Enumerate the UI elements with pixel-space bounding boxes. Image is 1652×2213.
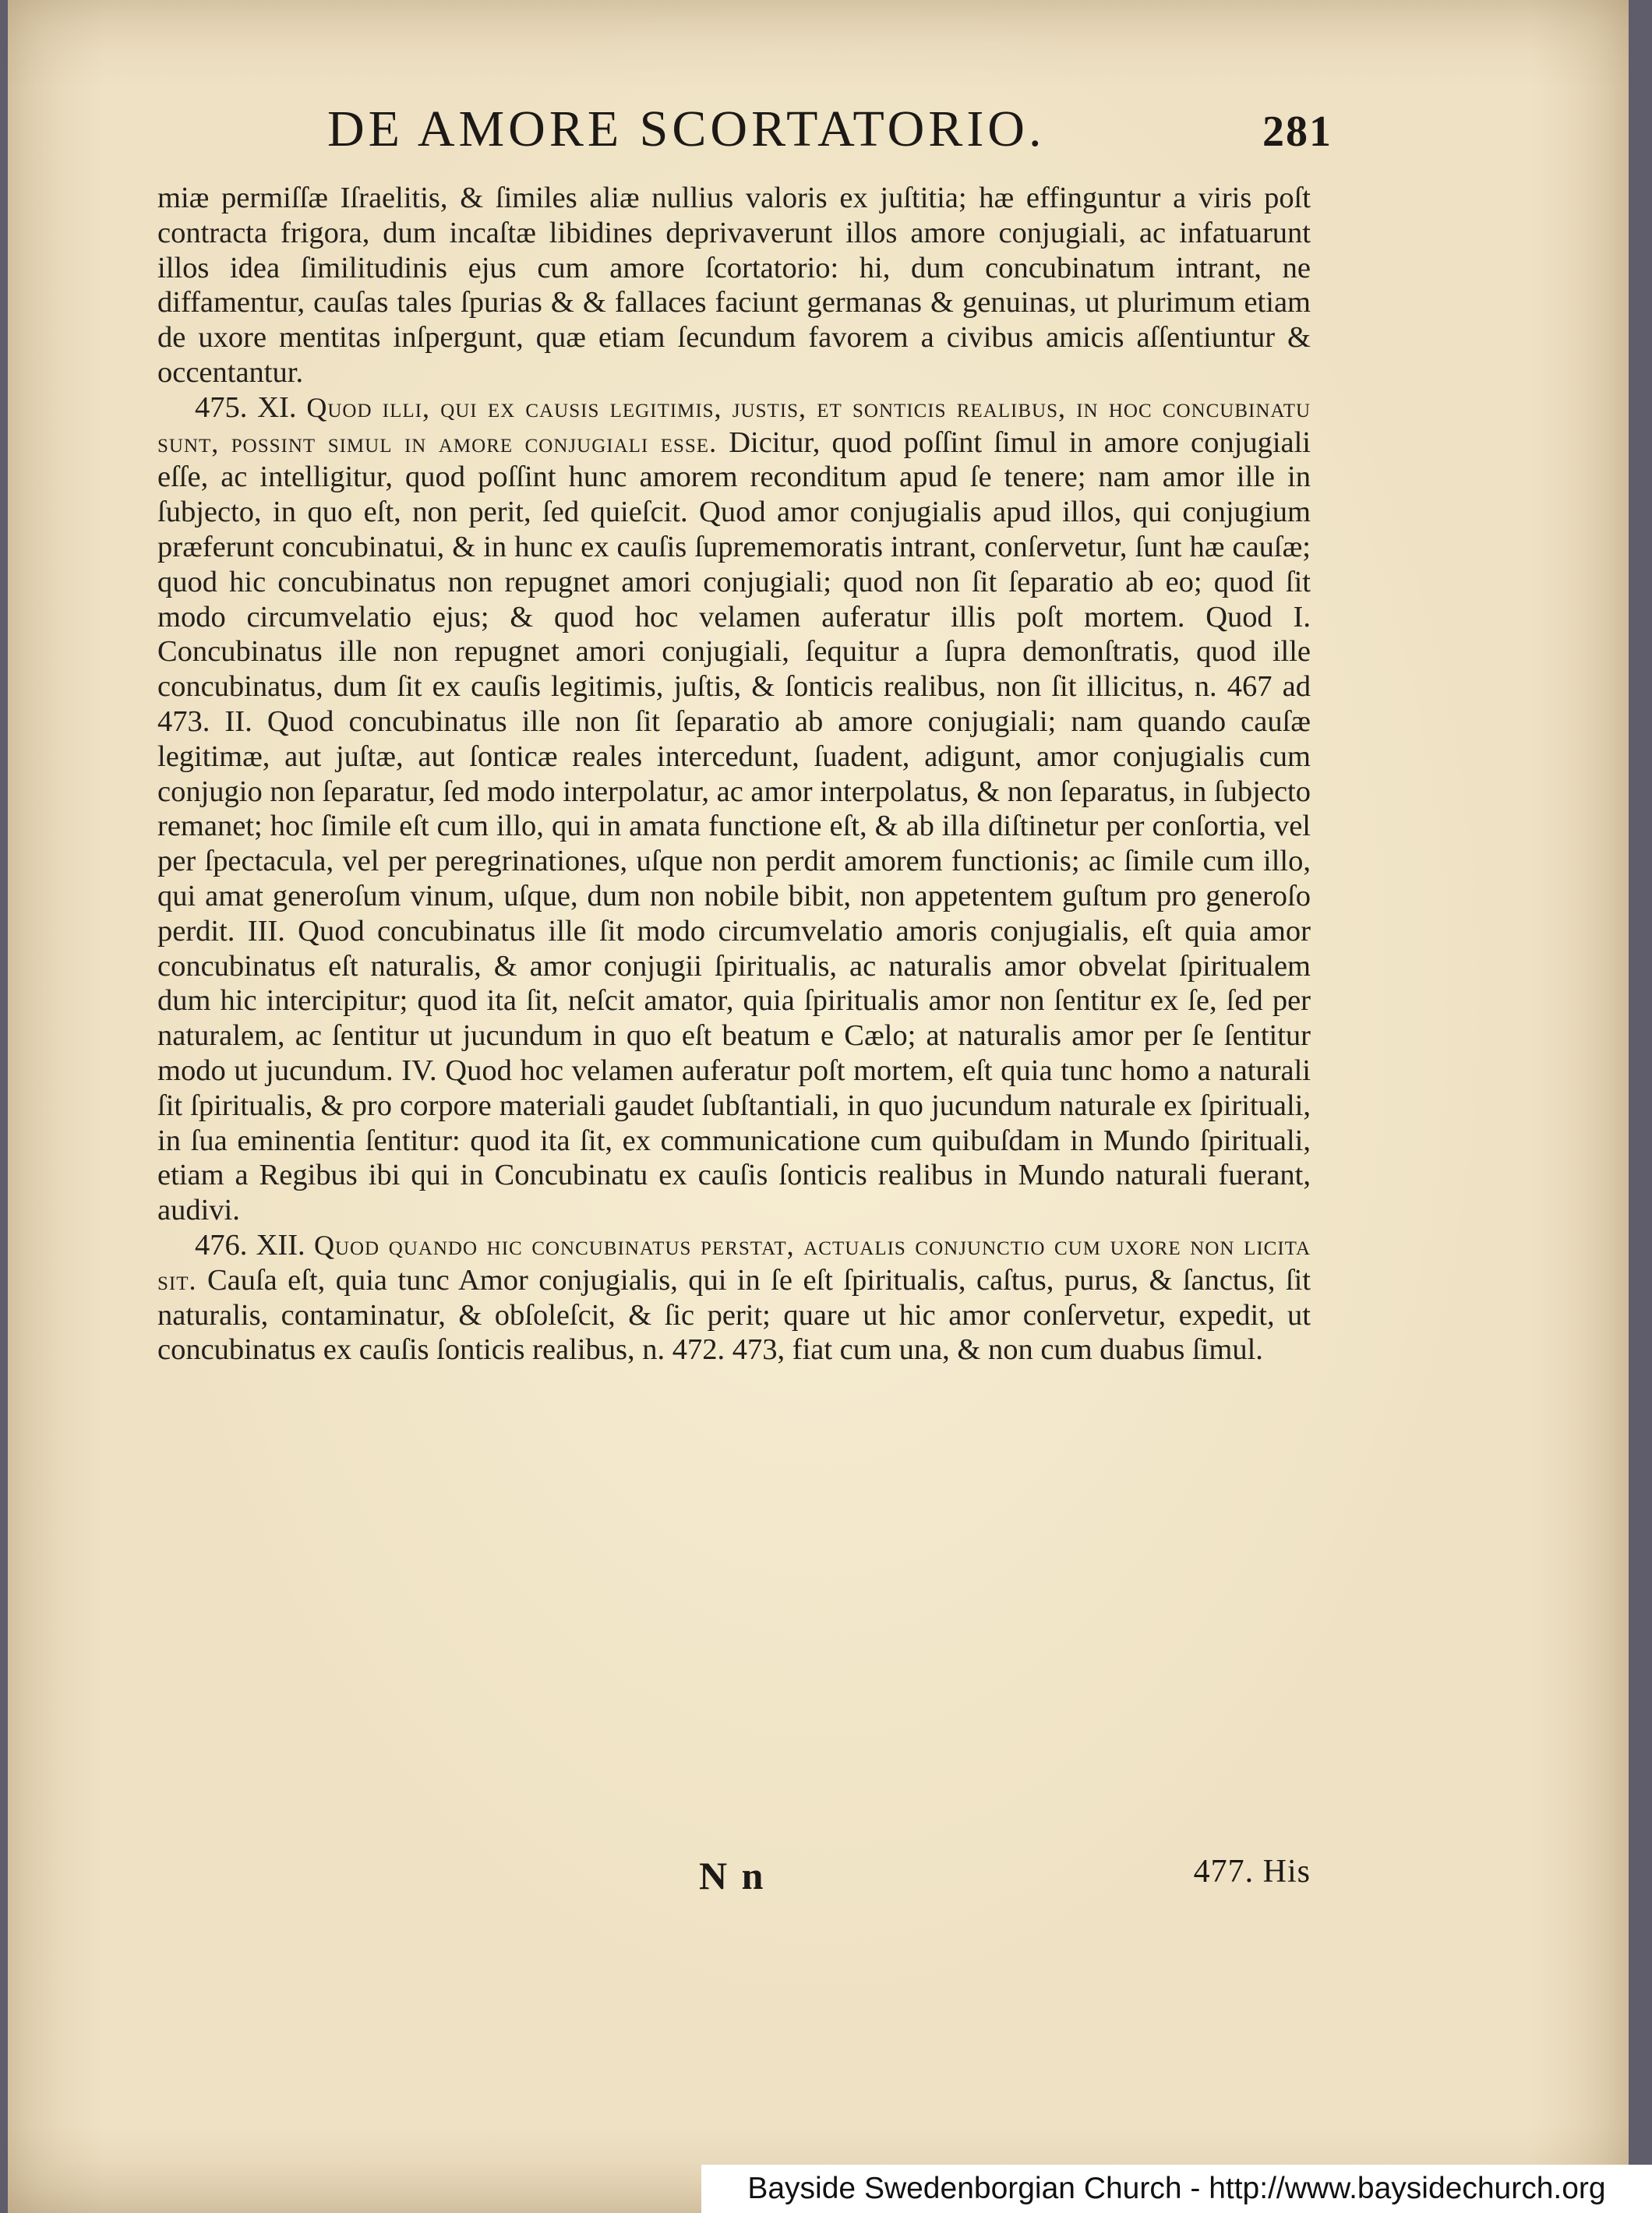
paragraph-475	[157, 390, 1311, 1228]
book-page	[8, 0, 1629, 2213]
paragraph-continuation: miæ permiſſæ Iſraelitis, & ſimiles aliæ nullius valoris ex juſtitia; hæ effinguntur a viris poſt contracta frigora, dum incaſtæ libidines deprivaverunt illos amore conjugiali, ac infatuarunt illos idea ſimilitudinis ejus cum amore ſcortatorio: hi, dum concubinatum intrant, ne diffamentur, cauſas tales ſpurias & & fallaces faciunt germanas & genuinas, ut plurimum etiam de uxore mentitas inſpergunt, quæ etiam ſecundum favorem a civibus amicis aſſentiuntur & occentantur.	[157, 182, 1311, 389]
section-text: Dicitur, quod poſſint ſimul in amore conjugiali eſſe, ac intelligitur, quod poſſint hunc amorem reconditum apud ſe tenere; nam amor ille in ſubjecto, in quo eſt, non perit, ſed quieſcit. Quod amor conjugialis apud illos, qui conjugium præferunt concubinatui, & in hunc ex cauſis ſuprememoratis intrant, conſervetur, ſunt hæ cauſæ; quod hic concubinatus non repugnet amori conjugiali; quod non ſit ſeparatio ab eo; quod ſit modo circumvelatio ejus; & quod hoc velamen auferatur illis poſt mortem. Quod I. Concubinatus ille non repugnet amori conjugiali, ſequitur a ſupra demonſtratis, quod ille concubinatus, dum ſit ex cauſis legitimis, juſtis, & ſonticis realibus, non ſit illicitus, n. 467 ad 473. II. Quod concubinatus ille non ſit ſeparatio ab amore conjugiali; nam quando cauſæ legitimæ, aut juſtæ, aut ſonticæ reales intercedunt, ſuadent, adigunt, amor conjugialis cum conjugio non ſeparatur, ſed modo interpolatur, ac amor interpolatus, & non ſeparatus, in ſubjecto remanet; hoc ſimile eſt cum illo, qui in amata functione eſt, & ab illa diſtinetur per conſortia, vel per ſpectacula, vel per peregrinationes, uſque non perdit amorem functionis; ac ſimile cum illo, qui amat generoſum vinum, uſque, dum non nobile bibit, non appetentem guſtum pro generoſo perdit. III. Quod concubinatus ille ſit modo circumvelatio amoris conjugialis, eſt quia amor concubinatus eſt naturalis, & amor conjugii ſpiritualis, ac naturalis amor obvelat ſpiritualem dum hic intercipitur; quod ita ſit, neſcit amator, quia ſpiritualis amor non ſentitur ex ſe, ſed per naturalem, ac ſentitur ut jucundum in quo eſt beatum e Cælo; at naturalis amor per ſe ſentitur modo ut jucundum. IV. Quod hoc velamen auferatur poſt mortem, eſt quia tunc homo a naturali ſit ſpiritualis, & pro corpore materiali gaudet ſubſtantiali, in quo jucundum naturale ex ſpirituali, in ſua eminentia ſentitur: quod ita ſit, ex communicatione cum quibuſdam in Mundo ſpirituali, etiam a Regibus ibi qui in Concubinatu ex cauſis ſonticis realibus in Mundo naturali fuerant, audivi.	[157, 425, 1311, 1227]
section-heading: Quod illi, qui ex causis legitimis, justis, et sonticis realibus, in hoc concubinatu sunt, possint simul in amore conjugiali esse.	[157, 391, 1311, 458]
page-footer	[157, 1853, 1311, 1900]
signature-mark: N n	[699, 1854, 766, 1897]
page-header	[327, 100, 1333, 159]
watermark-banner: Bayside Swedenborgian Church - http://www.baysidechurch.org	[701, 2165, 1652, 2213]
catchword: 477. His	[1193, 1854, 1311, 1890]
section-heading: Quod quando hic concubinatus perstat, actualis conjunctio cum uxore non licita sit.	[157, 1229, 1311, 1296]
section-number: 475. XI.	[195, 390, 297, 424]
body-text	[157, 181, 1311, 1368]
running-title: DE AMORE SCORTATORIO.	[327, 101, 1046, 157]
section-number: 476. XII.	[195, 1228, 305, 1262]
page-number: 281	[1262, 108, 1333, 156]
section-text: Cauſa eſt, quia tunc Amor conjugialis, qui in ſe eſt ſpiritualis, caſtus, purus, & ſanctus, ſit naturalis, contaminatur, & obſoleſcit, & ſic perit; quare ut hic amor conſervetur, expedit, ut concubinatus ex cauſis ſonticis realibus, n. 472. 473, fiat cum una, & non cum duabus ſimul.	[157, 1263, 1311, 1367]
paragraph-476	[157, 1228, 1311, 1368]
